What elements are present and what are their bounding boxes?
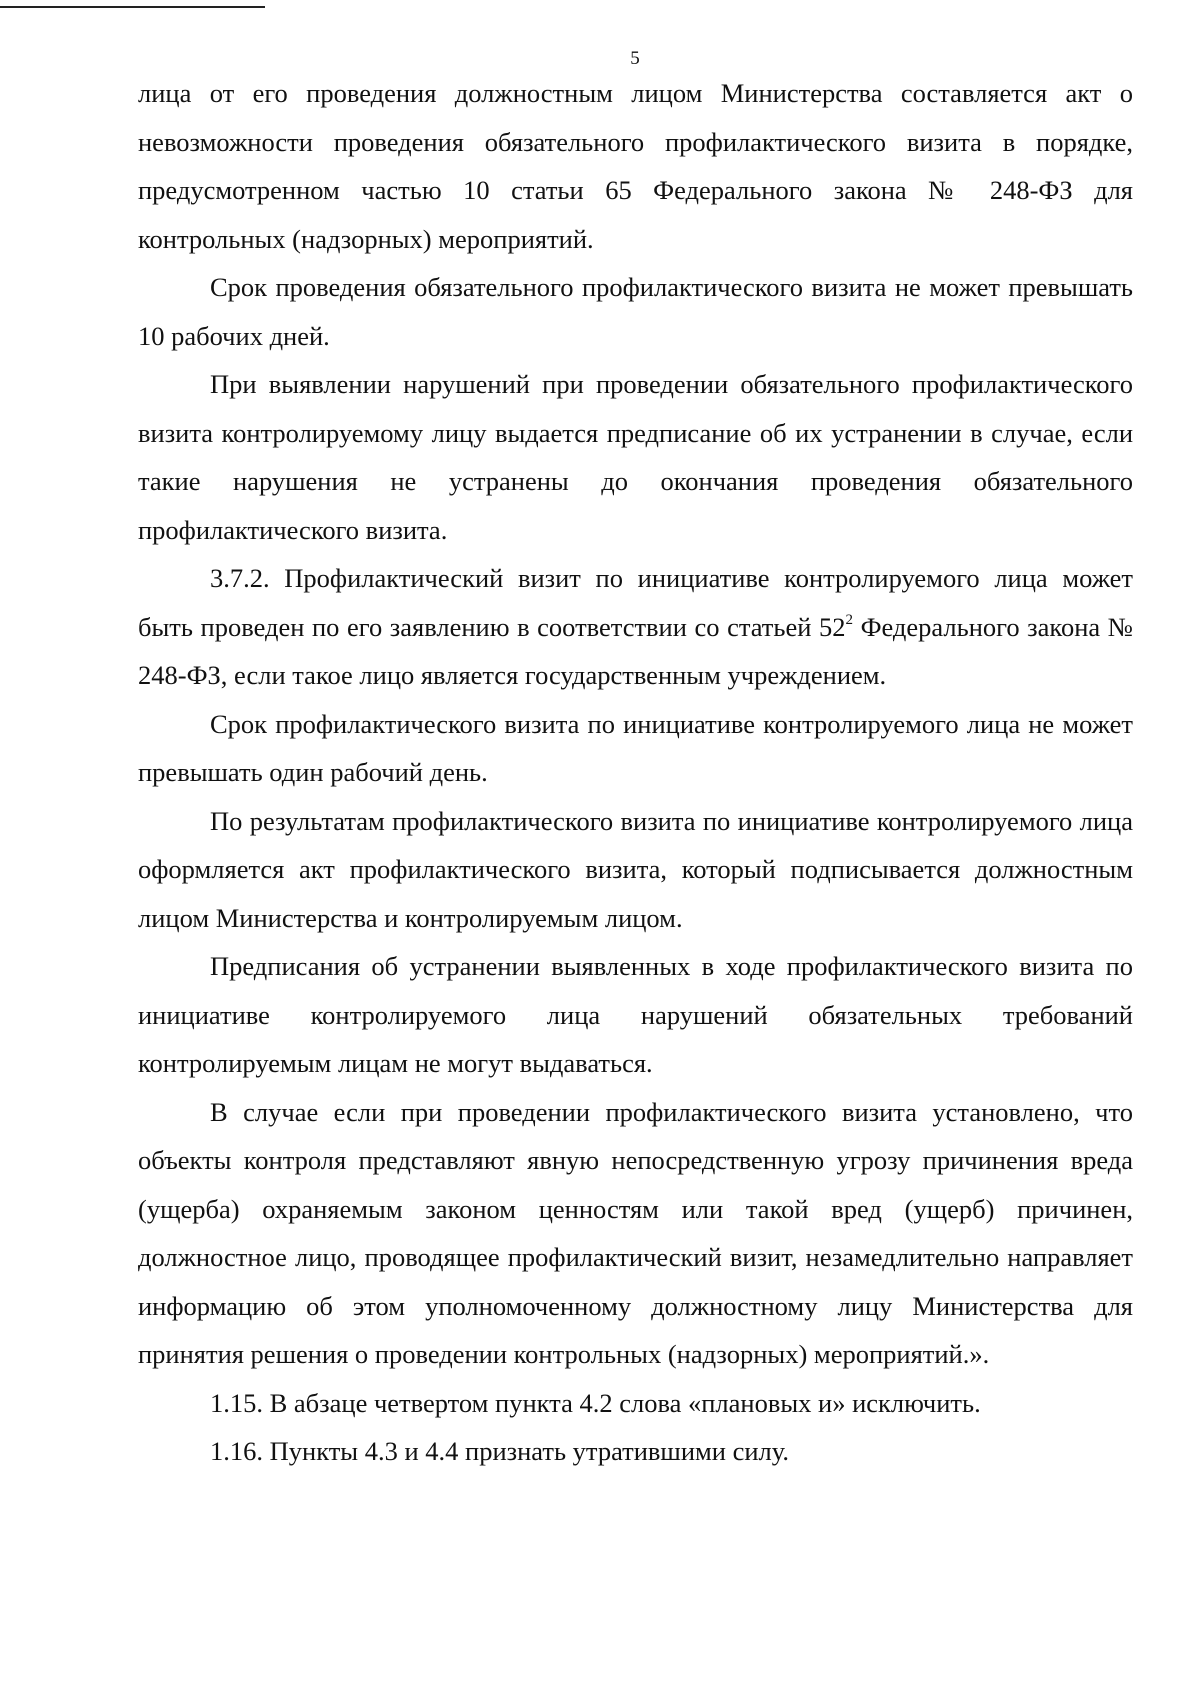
- paragraph-orders: Предписания об устранении выявленных в ходе профилактического визита по инициативе контролируемого лица нарушений обязательных требований контролируемым лицам не могут выдаваться.: [138, 951, 1133, 1078]
- paragraph-3-7-2: [138, 554, 1133, 700]
- paragraph-1-15: 1.15. В абзаце четвертом пункта 4.2 слова «плановых и» исключить.: [210, 1387, 981, 1418]
- top-rule: [0, 6, 265, 8]
- paragraph-3-7-2-tail: Федерального закона № 248-ФЗ, если такое лицо является государственным учреждением.: [138, 611, 1133, 690]
- paragraph-threat: В случае если при проведении профилактического визита установлено, что объекты контроля представляют явную непосредственную угрозу причинения вреда (ущерба) охраняемым законом ценностям или такой вред (ущерб) причинен, должностное лицо, проводящее профилактический визит, незамедлительно направляет информацию об этом уполномоченному должностному лицу Министерства для принятия решения о проведении контрольных (надзорных) мероприятий.».: [138, 1096, 1133, 1369]
- article-superscript: 2: [845, 611, 853, 628]
- paragraph-1-16: 1.16. Пункты 4.3 и 4.4 признать утратившими силу.: [210, 1436, 789, 1466]
- paragraph-continuation: лица от его проведения должностным лицом Министерства составляется акт о невозможности проведения обязательного профилактического визита в порядке, предусмотренном частью 10 статьи 65 Федерального закона № 248-ФЗ для контрольных (надзорных) мероприятий.: [138, 78, 1133, 254]
- paragraph-violations: При выявлении нарушений при проведении обязательного профилактического визита контролируемому лицу выдается предписание об их устранении в случае, если такие нарушения не устранены до окончания проведения обязательного профилактического визита.: [138, 369, 1133, 545]
- paragraph-visit-act: По результатам профилактического визита по инициативе контролируемого лица оформляется акт профилактического визита, который подписывается должностным лицом Министерства и контролируемым лицом.: [138, 805, 1133, 933]
- page-number: 5: [630, 48, 640, 69]
- paragraph-visit-term: Срок проведения обязательного профилактического визита не может превышать 10 рабочих дней.: [138, 272, 1133, 351]
- document-body: [138, 69, 1133, 1476]
- paragraph-3-7-2-text: 3.7.2. Профилактический визит по инициативе контролируемого лица может быть проведен по его заявлению в соответствии со статьей 52: [138, 563, 1133, 642]
- paragraph-initiative-term: Срок профилактического визита по инициативе контролируемого лица не может превышать один рабочий день.: [138, 708, 1133, 787]
